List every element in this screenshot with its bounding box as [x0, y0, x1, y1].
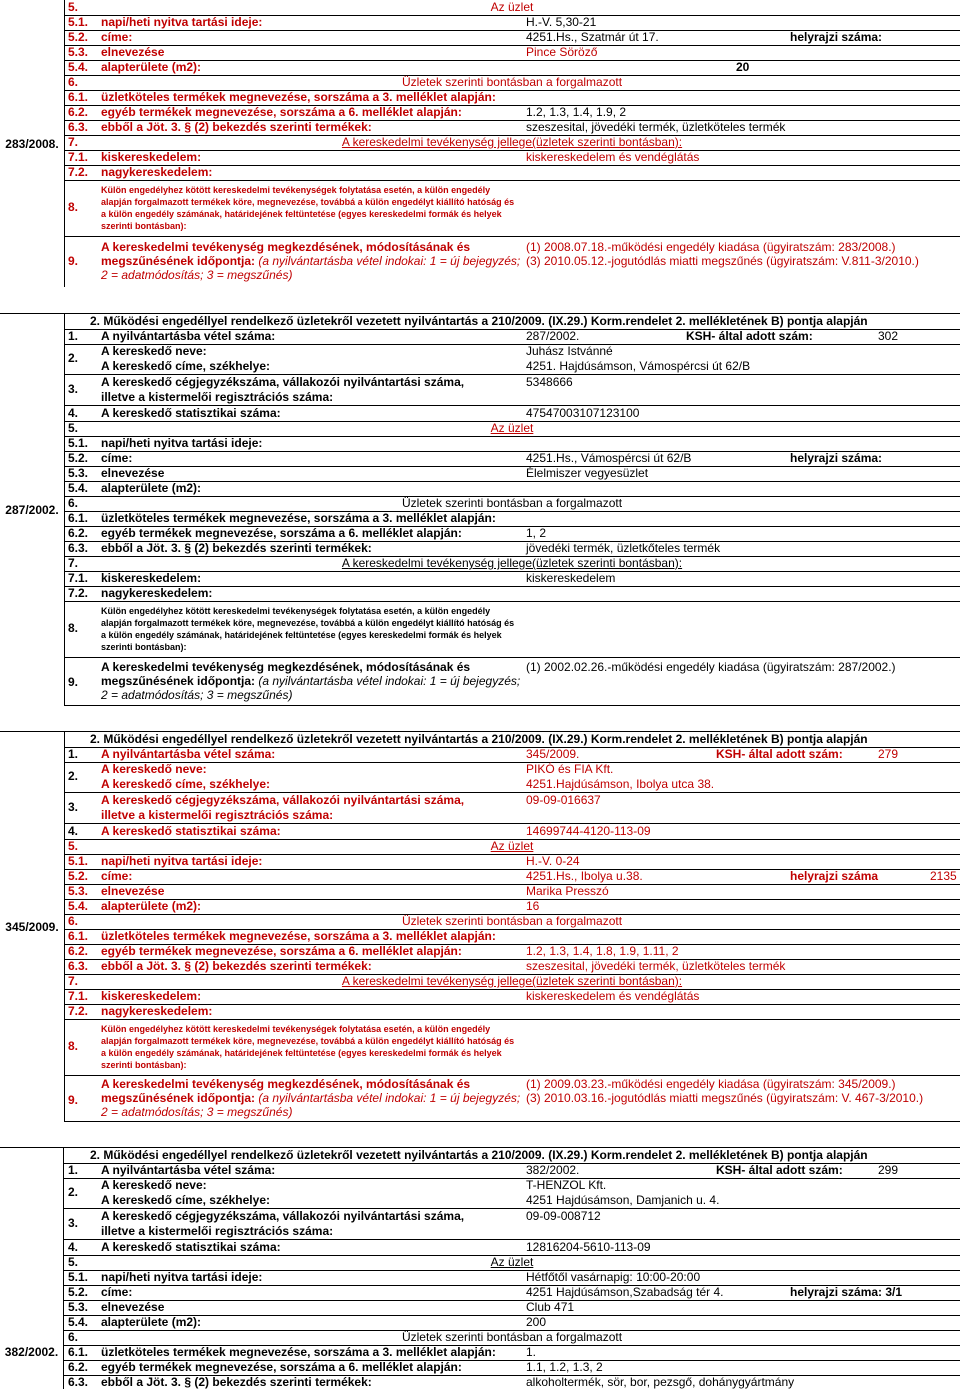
row-5-3: 5.3. elnevezése Pince Söröző	[64, 45, 960, 61]
row-8: 8. Külön engedélyhez kötött kereskedelmi tevékenységek folytatása esetén, a külön engedély alapján forgalmazott termékek köre, megnevezése, továbbá a külön engedélyt kiállító hatóság és a külön engedély számának, határidejének feltüntetése (egyes kereskedelmi formák és helyek szerinti bontásban):	[64, 180, 960, 237]
row-9: 9. A kereskedelmi tevékenység megkezdésének, módosításának és megszűnésének időpontja: (a nyilvántartásba vétel indokai: 1 = új bejegyzés; 2 = adatmódosítás; 3 = megszűnés) (1) 2008.07.18.-működési engedély kiadása (ügyiratszám: 283/2008.) (3) 2010.05.12.-jogutódlás miatti megszűnés (ügyiratszám: V.811-3/2010.)	[68, 240, 919, 282]
row-header: 2. Működési engedéllyel rendelkező üzletekről vezetett nyilvántartás a 210/2009. (IX.29.) Korm.rendelet 2. mellékletének B) pontja alapján	[64, 314, 960, 330]
row-6-3: 6.3. ebből a Jöt. 3. § (2) bekezdés szerinti termékek: szeszesital, jövedéki termék, üzletköteles termék	[64, 120, 960, 136]
record-382-2002: 382/2002. 2. Működési engedéllyel rendelkező üzletekről vezetett nyilvántartás a 210/2009. (IX.29.) Korm.rendelet 2. mellékletének B) pontja alapján 1. A nyilvántartásba vétel száma: 382/2002. KSH- által adott szám: 299 2. A kereskedő neve: T-HENZOL Kft. A kereskedő címe, székhelye: 4251 Hajdúsámson, Damjanich u. 4. 3. A kereskedő cégjegyzékszáma, vállakozói nyilvántartási száma, 09-09-008712 illetve a kistermelői regisztrációs száma: 4. A kereskedő statisztikai száma: 12816204-5610-113-09 5. Az üzlet 5.1. napi/heti nyitva tartási ideje: Hétfőtől vasárnapig: 10:00-20:00 5.2. címe: 4251 Hajdúsámson,Szabadság tér 4. helyrajzi száma: 3/1 5.3. elnevezése Club 471 5.4. alapterülete (m2): 200 6. Üzletek szerinti bontásban a forgalmazott 6.1. üzletköteles termékek megnevezése, sorszáma a 3. melléklet alapján: 1. 6.2. egyéb termékek megnevezése, sorszáma a 6. melléklet alapján: 1.1, 1.2, 1.3, 2 6.3. ebből a Jöt. 3. § (2) bekezdés szerinti termékek: alkoholtermék, sör, bor, pezsgő, dohánygyártmány	[0, 1147, 960, 1389]
record-id: 287/2002.	[0, 314, 65, 706]
row-1: 1. A nyilvántartásba vétel száma: 287/2002. KSH- által adott szám: 302	[64, 329, 960, 345]
row-6-2: 6.2. egyéb termékek megnevezése, sorszáma a 6. melléklet alapján: 1.2, 1.3, 1.4, 1.9, 2	[64, 105, 960, 121]
record-345-2009: 345/2009. 2. Működési engedéllyel rendelkező üzletekről vezetett nyilvántartás a 210/2009. (IX.29.) Korm.rendelet 2. mellékletének B) pontja alapján 1. A nyilvántartásba vétel száma: 345/2009. KSH- által adott szám: 279 2. A kereskedő neve: PIKÓ és FIA Kft. A kereskedő címe, székhelye: 4251.Hajdúsámson, Ibolya utca 38. 3. A kereskedő cégjegyzékszáma, vállakozói nyilvántartási száma, 09-09-016637 illetve a kistermelői regisztrációs száma: 4. A kereskedő statisztikai száma: 14699744-4120-113-09 5. Az üzlet 5.1. napi/heti nyitva tartási ideje: H.-V. 0-24 5.2. címe: 4251.Hs., Ibolya u.38. helyrajzi száma 2135 5.3. elnevezése Marika Presszó 5.4. alapterülete (m2): 16 6. Üzletek szerinti bontásban a forgalmazott 6.1. üzletköteles termékek megnevezése, sorszáma a 3. melléklet alapján: 6.2. egyéb termékek megnevezése, sorszáma a 6. melléklet alapján: 1.2, 1.3, 1.4, 1.8, 1.9, 1.11, 2 6.3. ebből a Jöt. 3. § (2) bekezdés szerinti termékek: szeszesital, jövedéki termék, üzletköteles termék 7. A kereskedelmi tevékenység jellege(üzletek szerinti bontásban): 7.1. kiskereskedelem: kiskereskedelem és vendéglátás 7.2. nagykereskedelem: 8. Külön engedélyhez kötött kereskedelmi tevékenységek folytatása esetén, a külön engedély alapján forgalmazott termékek köre, megnevezése, továbbá a külön engedélyt kiállító hatóság és a külön engedély számának, határidejének feltüntetése (egyes kereskedelmi formák és helyek szerinti bontásban): 9. A kereskedelmi tevékenység megkezdésének, módosításának és megszűnésének időpontja: (a nyilvántartásba vétel indokai: 1 = új bejegyzés; 2 = adatmódosítás; 3 = megszűnés) (1) 2009.03.23.-működési engedély kiadása (ügyiratszám: 345/2009.) (3) 2010.03.16.-jogutódlás miatti megszűnés (ügyiratszám: V. 467-3/2010.)	[0, 731, 960, 1122]
row-5-2: 5.2. címe: 4251.Hs., Szatmár út 17. helyrajzi száma:	[64, 30, 960, 46]
record-id: 382/2002.	[0, 1148, 64, 1389]
row-2: 2. A kereskedő neve: Juhász Istvánné A kereskedő címe, székhelye: 4251. Hajdúsámson, Vámospércsi út 62/B	[64, 344, 960, 375]
row-7: 7. A kereskedelmi tevékenység jellege(üzletek szerinti bontásban):	[64, 135, 960, 151]
record-283-2008	[0, 0, 960, 287]
row-5-4: 5.4. alapterülete (m2): 20	[64, 60, 960, 76]
record-id: 345/2009.	[0, 732, 65, 1122]
row-4: 4. A kereskedő statisztikai száma: 47547003107123100	[64, 406, 960, 422]
record-287-2002: 287/2002. 2. Működési engedéllyel rendelkező üzletekről vezetett nyilvántartás a 210/2009. (IX.29.) Korm.rendelet 2. mellékletének B) pontja alapján 1. A nyilvántartásba vétel száma: 287/2002. KSH- által adott szám: 302 2. A kereskedő neve: Juhász Istvánné A kereskedő címe, székhelye: 4251. Hajdúsámson, Vámospércsi út 62/B 3. A kereskedő cégjegyzékszáma, vállakozói nyilvántartási száma, 5348666 illetve a kistermelői regisztrációs száma: 4. A kereskedő statisztikai száma: 47547003107123100 5. Az üzlet 5.1. napi/heti nyitva tartási ideje: 5.2. címe: 4251.Hs., Vámospércsi út 62/B helyrajzi száma: 5.3. elnevezése Élelmiszer vegyesüzlet 5.4. alapterülete (m2): 6. Üzletek szerinti bontásban a forgalmazott 6.1. üzletköteles termékek megnevezése, sorszáma a 3. melléklet alapján: 6.2. egyéb termékek megnevezése, sorszáma a 6. melléklet alapján: 1, 2 6.3. ebből a Jöt. 3. § (2) bekezdés szerinti termékek: jövedéki termék, üzletkőteles termék 7. A kereskedelmi tevékenység jellege(üzletek szerinti bontásban): 7.1. kiskereskedelem: kiskereskedelem 7.2. nagykereskedelem: 8. Külön engedélyhez kötött kereskedelmi tevékenységek folytatása esetén, a külön engedély alapján forgalmazott termékek köre, megnevezése, továbbá a külön engedélyt kiállító hatóság és a külön engedély számának, határidejének feltüntetése (egyes kereskedelmi formák és helyek szerinti bontásban): 9. A kereskedelmi tevékenység megkezdésének, módosításának és megszűnésének időpontja: (a nyilvántartásba vétel indokai: 1 = új bejegyzés; 2 = adatmódosítás; 3 = megszűnés) (1) 2002.02.26.-működési engedély kiadása (ügyiratszám: 287/2002.)	[0, 313, 960, 706]
row-7-1: 7.1. kiskereskedelem: kiskereskedelem és vendéglátás	[64, 150, 960, 166]
row-6-1: 6.1. üzletköteles termékek megnevezése, sorszáma a 3. melléklet alapján:	[64, 90, 960, 106]
row-6: 6. Üzletek szerinti bontásban a forgalmazott	[64, 75, 960, 91]
row-5-1: 5.1. napi/heti nyitva tartási ideje: H.-V. 5,30-21	[64, 15, 960, 31]
row-5: 5. Az üzlet	[64, 0, 960, 16]
record-id: 283/2008.	[0, 0, 65, 287]
row-7-2: 7.2. nagykereskedelem:	[64, 165, 960, 181]
row-3: 3. A kereskedő cégjegyzékszáma, vállakozói nyilvántartási száma, 5348666 illetve a kistermelői regisztrációs száma:	[64, 375, 960, 406]
section-title: Az üzlet	[490, 0, 534, 14]
